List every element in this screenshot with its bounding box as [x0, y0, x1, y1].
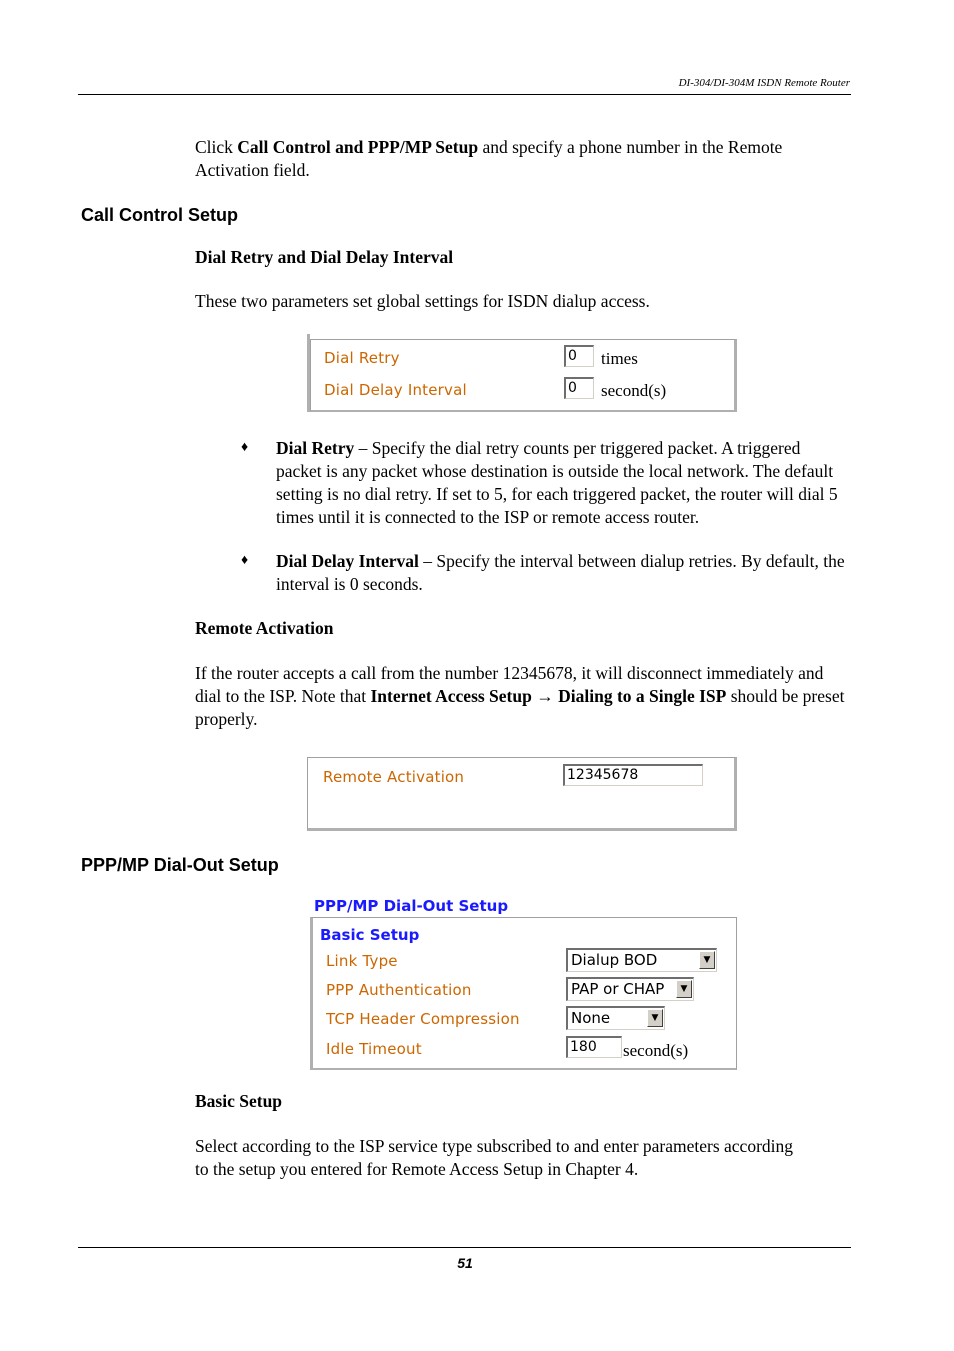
- pppmp-heading: PPP/MP Dial-Out Setup: [81, 855, 279, 875]
- remote-text-2: should be preset properly.: [195, 686, 845, 729]
- dial-retry-input[interactable]: 0: [564, 345, 594, 367]
- basic-setup-description: Select according to the ISP service type subscribed to and enter parameters according to the setup you entered for Remote Access Setup in Chapter 4.: [195, 1136, 794, 1179]
- running-header: DI-304/DI-304M ISDN Remote Router: [678, 77, 850, 89]
- bullet-text: – Specify the dial retry counts per triggered packet. A triggered packet is any packet whose destination is outside the local network. The default setting is no dial retry. If set to 5, for each triggered packet, the router will dial 5 times until it is connected to the ISP or remote access router.: [276, 438, 838, 527]
- link-type-select[interactable]: [566, 948, 717, 972]
- bullet-term: Dial Delay Interval: [276, 551, 419, 571]
- idle-timeout-input[interactable]: 180: [566, 1036, 622, 1058]
- basic-setup-title: Basic Setup: [320, 926, 420, 944]
- intro-text-1: Click: [195, 137, 238, 157]
- intro-text-2: and specify a phone number in the Remote Activation field.: [195, 137, 783, 180]
- bullet-dial-delay: [276, 550, 846, 596]
- footer-rule: [78, 1247, 851, 1248]
- dial-delay-unit: second(s): [601, 381, 667, 400]
- header-rule: [78, 94, 851, 95]
- bullet-text: – Specify the interval between dialup retries. By default, the interval is 0 seconds.: [276, 551, 845, 594]
- call-control-heading: Call Control Setup: [81, 205, 238, 225]
- dial-retry-unit: times: [601, 349, 638, 368]
- basic-setup-subheading: Basic Setup: [195, 1091, 283, 1111]
- remote-activation-label: Remote Activation: [323, 768, 465, 786]
- bullet-term: Dial Retry: [276, 438, 355, 458]
- remote-activation-panel: [305, 752, 738, 831]
- link-type-value: Dialup BOD: [571, 951, 658, 969]
- remote-bold-1: Internet Access Setup: [370, 686, 532, 706]
- dial-retry-label: Dial Retry: [324, 349, 400, 367]
- bullet-diamond: ♦: [241, 553, 249, 568]
- dial-delay-label: Dial Delay Interval: [324, 381, 467, 399]
- dial-delay-input[interactable]: 0: [564, 377, 594, 399]
- ppp-auth-label: PPP Authentication: [326, 981, 472, 999]
- pppmp-panel: [309, 895, 737, 1071]
- ppp-auth-value: PAP or CHAP: [571, 980, 665, 998]
- idle-timeout-label: Idle Timeout: [326, 1040, 422, 1058]
- pppmp-form-title: PPP/MP Dial-Out Setup: [314, 897, 509, 915]
- idle-timeout-unit: second(s): [623, 1041, 689, 1060]
- remote-text-1: If the router accepts a call from the number 12345678, it will disconnect immediately and dial to the ISP. Note that: [195, 663, 824, 706]
- bullet-dial-retry: [276, 437, 846, 529]
- tcp-compression-select[interactable]: [566, 1006, 665, 1030]
- remote-subheading: Remote Activation: [195, 618, 334, 638]
- dropdown-arrow-icon[interactable]: ▼: [647, 1009, 663, 1027]
- arrow-glyph: →: [531, 686, 559, 706]
- link-type-label: Link Type: [326, 952, 398, 970]
- dial-description: These two parameters set global settings for ISDN dialup access.: [195, 291, 650, 311]
- page-number: 51: [457, 1255, 473, 1271]
- tcp-compression-label: TCP Header Compression: [326, 1010, 520, 1028]
- intro-paragraph: [195, 136, 855, 182]
- dropdown-arrow-icon[interactable]: ▼: [676, 980, 692, 998]
- intro-bold: Call Control and PPP/MP Setup: [237, 137, 479, 157]
- remote-bold-2: Dialing to a Single ISP: [558, 686, 727, 706]
- bullet-diamond: ♦: [241, 440, 249, 455]
- remote-description: [195, 662, 845, 731]
- remote-activation-input[interactable]: 12345678: [563, 764, 703, 786]
- dial-settings-panel: [307, 334, 737, 412]
- dropdown-arrow-icon[interactable]: ▼: [699, 951, 715, 969]
- tcp-compression-value: None: [571, 1009, 611, 1027]
- ppp-auth-select[interactable]: [566, 977, 694, 1001]
- dial-subheading: Dial Retry and Dial Delay Interval: [195, 247, 454, 267]
